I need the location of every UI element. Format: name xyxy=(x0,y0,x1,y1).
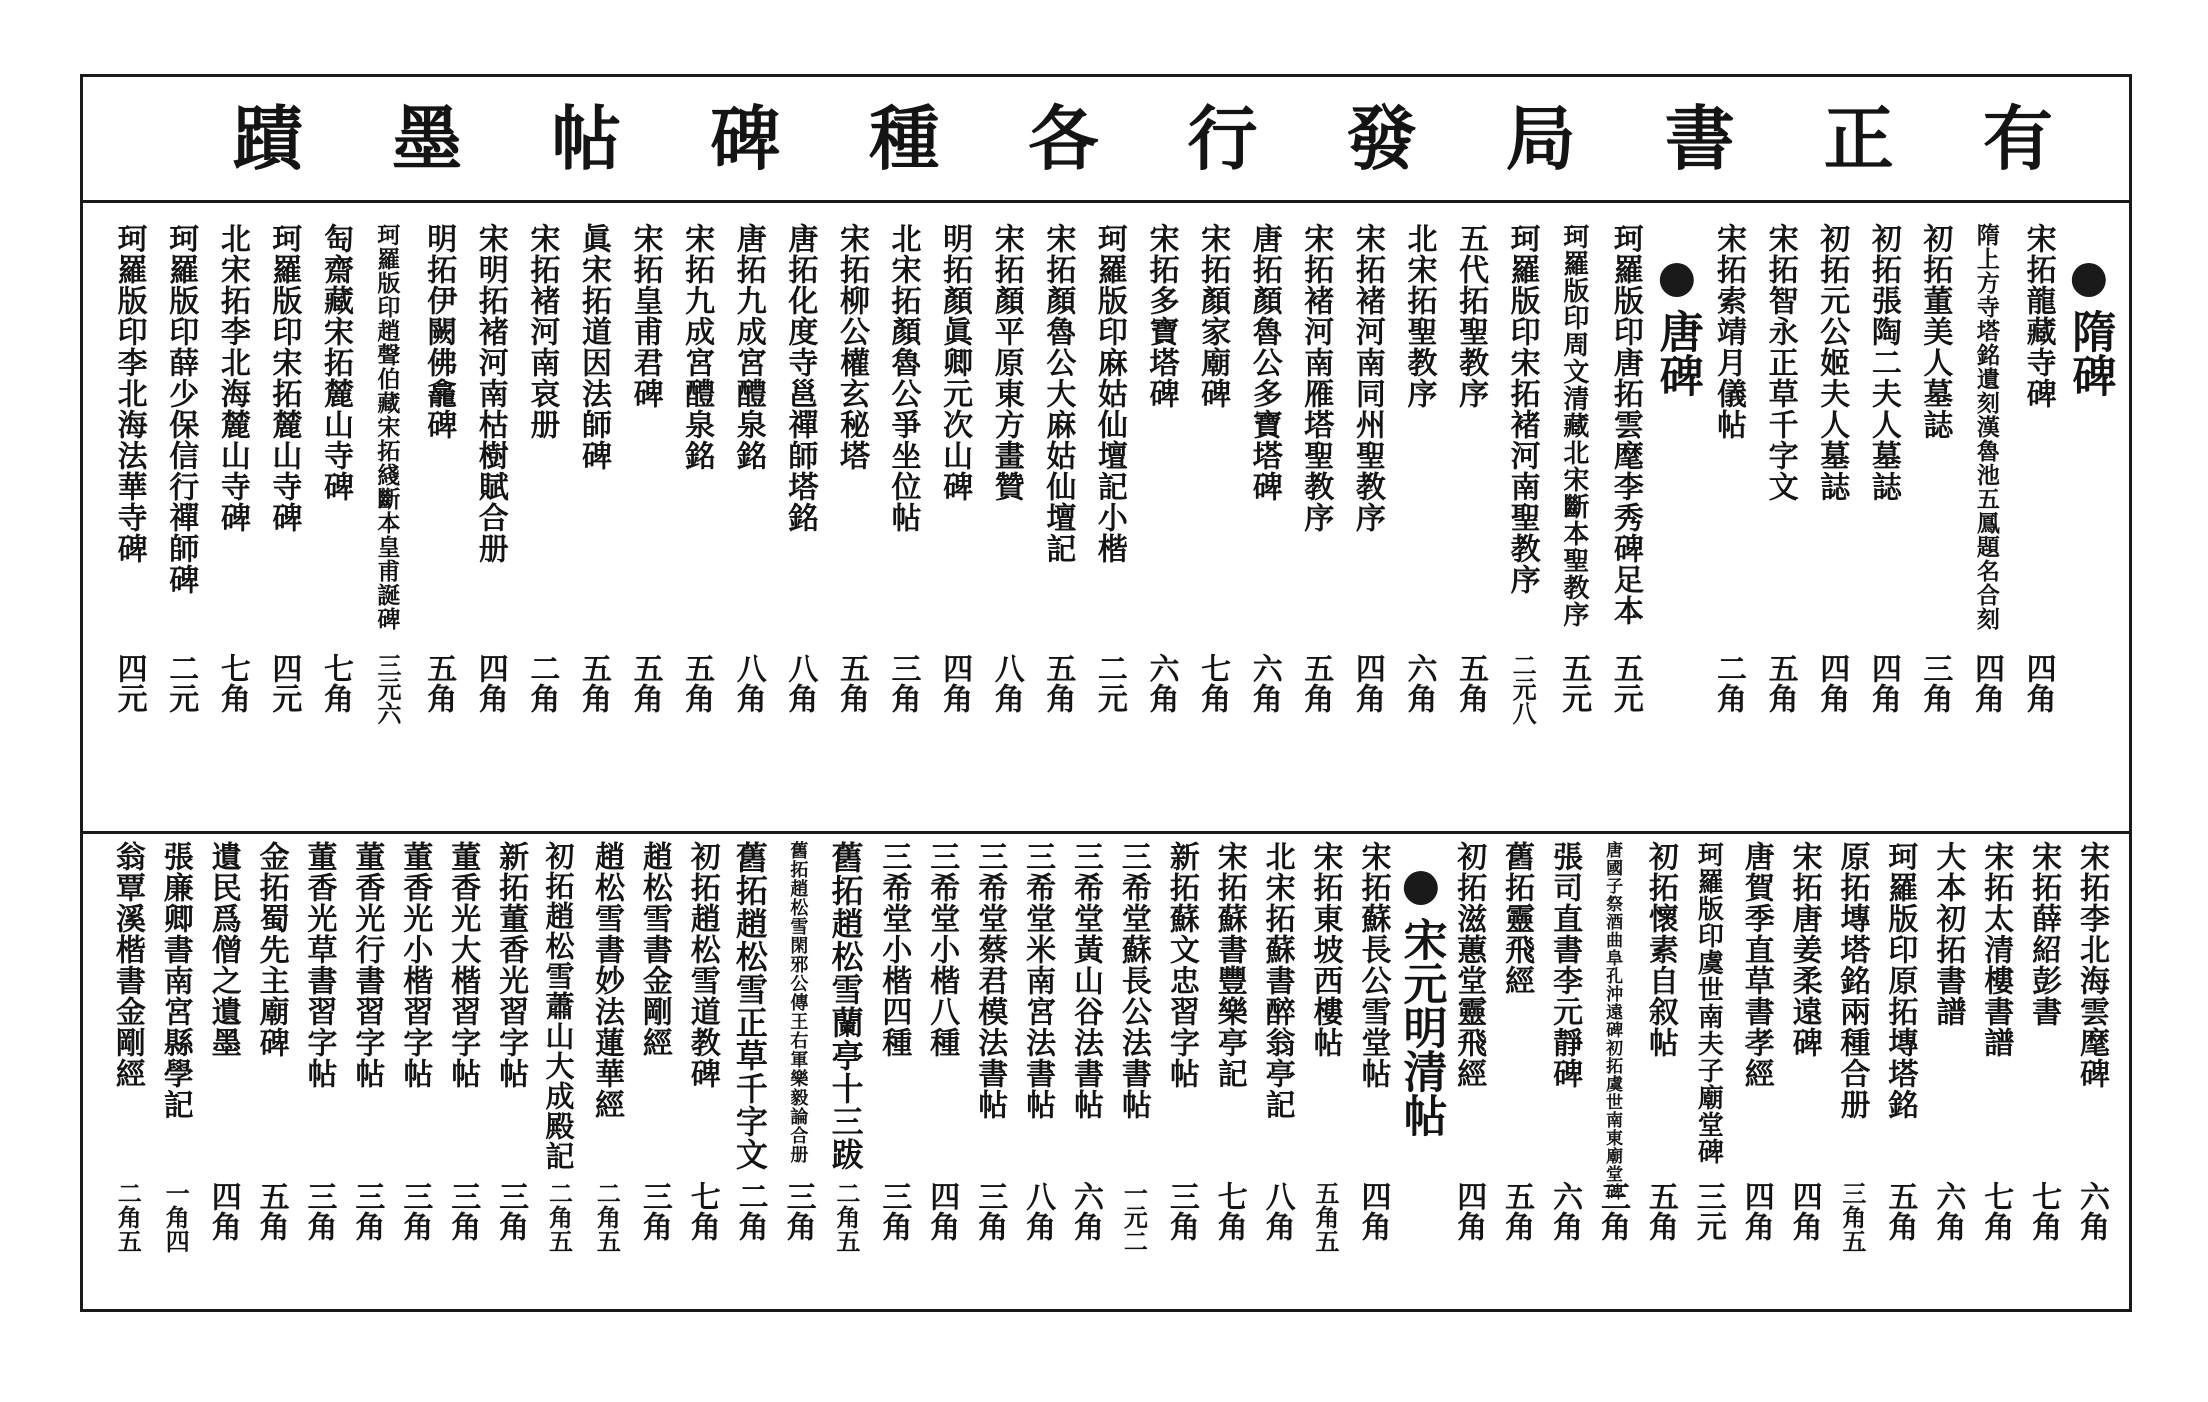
catalog-entry xyxy=(582,841,630,1301)
entry-price: 五角 xyxy=(1453,653,1489,713)
entry-name: 初拓董美人墓誌 xyxy=(1917,223,1953,440)
catalog-entry xyxy=(965,841,1013,1301)
title-character: 正 xyxy=(1823,97,1894,180)
catalog-entry xyxy=(1923,841,1971,1301)
entry-price: 三角 xyxy=(301,1181,337,1241)
entry-price: 四角 xyxy=(937,653,973,713)
catalog-entry xyxy=(295,841,343,1301)
entry-price: 五角 xyxy=(679,653,715,713)
entry-name: 三希堂小楷八種 xyxy=(924,841,960,1058)
section-heading xyxy=(1395,871,1447,1137)
entry-price: 三角 xyxy=(636,1181,672,1241)
title-character: 有 xyxy=(1982,97,2053,180)
entry-price: 四角 xyxy=(1355,1181,1391,1241)
entry-name: 珂羅版印李北海法華寺碑 xyxy=(111,223,147,564)
catalog-entry xyxy=(309,223,361,823)
entry-price: 八角 xyxy=(782,653,818,713)
entry-price: 六角 xyxy=(1930,1181,1966,1241)
entry-name: 初拓趙松雪蕭山大成殿記 xyxy=(541,841,576,1171)
entry-name: 三希堂黃山谷法書帖 xyxy=(1068,841,1104,1120)
entry-name: 北宋拓聖教序 xyxy=(1401,223,1437,409)
entry-name: 遺民爲僧之遺墨 xyxy=(205,841,241,1058)
title-character: 種 xyxy=(869,97,940,180)
entry-name: 唐拓顏魯公多寶塔碑 xyxy=(1246,223,1282,502)
catalog-entry xyxy=(1588,841,1636,1301)
entry-name: 宋拓皇甫君碑 xyxy=(627,223,663,409)
entry-name: 唐國子祭酒曲阜孔沖遠碑初拓虞世南東廟堂碑 xyxy=(1602,841,1623,1201)
entry-price: 三元 xyxy=(1690,1181,1726,1241)
section-title: 唐碑 xyxy=(1651,309,1703,397)
catalog-entry xyxy=(1971,841,2019,1301)
entry-name: 珂羅版印薛少保信行禪師碑 xyxy=(163,223,199,595)
catalog-entry xyxy=(412,223,464,823)
entry-name: 三希堂小楷四種 xyxy=(876,841,912,1058)
catalog-entry xyxy=(1238,223,1290,823)
catalog-entry xyxy=(928,223,980,823)
entry-price: 八角 xyxy=(1259,1181,1295,1241)
entry-name: 三希堂蘇長公法書帖 xyxy=(1115,841,1151,1120)
catalog-entry xyxy=(1960,223,2012,823)
entry-price: 三角 xyxy=(780,1181,816,1241)
entry-price: 五角 xyxy=(1499,1181,1535,1241)
section-header xyxy=(1651,223,1703,823)
entry-name: 宋拓索靖月儀帖 xyxy=(1711,223,1747,440)
catalog-entry xyxy=(1636,841,1684,1301)
entry-name: 宋拓蘇長公雪堂帖 xyxy=(1355,841,1391,1089)
entry-price: 二角 xyxy=(1711,653,1747,713)
entry-price: 五角 xyxy=(1040,653,1076,713)
catalog-entry xyxy=(2012,223,2064,823)
panel-divider xyxy=(83,831,2129,834)
catalog-entry xyxy=(567,223,619,823)
entry-price: 六角 xyxy=(1246,653,1282,713)
entry-price: 八角 xyxy=(1020,1181,1056,1241)
catalog-entry xyxy=(722,223,774,823)
bullet-icon xyxy=(2072,263,2106,297)
catalog-entry xyxy=(151,841,199,1301)
entry-price: 三角 xyxy=(397,1181,433,1241)
entry-name: 唐賀季直草書孝經 xyxy=(1738,841,1774,1089)
entry-name: 珂羅版印宋拓褚河南聖教序 xyxy=(1504,223,1540,595)
catalog-entry xyxy=(1828,841,1876,1301)
entry-price: 三角 xyxy=(876,1181,912,1241)
title-character: 蹟 xyxy=(233,97,303,180)
entry-price: 六角 xyxy=(1068,1181,1104,1241)
entry-name: 宋拓太清樓書譜 xyxy=(1978,841,2014,1058)
section-title: 隋碑 xyxy=(2064,309,2116,397)
entry-price: 六角 xyxy=(1401,653,1437,713)
catalog-entry xyxy=(247,841,295,1301)
entry-name: 五代拓聖教序 xyxy=(1453,223,1489,409)
entry-name: 北宋拓李北海麓山寺碑 xyxy=(214,223,250,533)
entry-name: 宋拓龍藏寺碑 xyxy=(2020,223,2056,409)
entry-price: 五元 xyxy=(1556,653,1592,713)
title-character: 帖 xyxy=(551,97,622,180)
entry-name: 宋拓顏平原東方畫贊 xyxy=(988,223,1024,502)
catalog-entry xyxy=(1540,841,1588,1301)
entry-price: 七角 xyxy=(318,653,354,713)
catalog-entry xyxy=(1492,841,1540,1301)
catalog-entry xyxy=(534,841,582,1301)
entry-name: 初拓元公姬夫人墓誌 xyxy=(1814,223,1850,502)
entry-name: 珂羅版印周文清藏北宋斷本聖教序 xyxy=(1558,223,1589,628)
entry-name: 翁覃溪楷書金剛經 xyxy=(109,841,145,1089)
entry-name: 董香光草書習字帖 xyxy=(301,841,337,1089)
catalog-entry xyxy=(2067,841,2115,1301)
catalog-entry xyxy=(1135,223,1187,823)
entry-name: 珂羅版印唐拓雲麾李秀碑足本 xyxy=(1607,223,1643,626)
entry-price: 二角五 xyxy=(592,1181,622,1253)
entry-name: 張司直書李元靜碑 xyxy=(1547,841,1583,1089)
catalog-entry xyxy=(1444,223,1496,823)
catalog-entry xyxy=(464,223,516,823)
entry-price: 四角 xyxy=(205,1181,241,1241)
entry-price: 六角 xyxy=(1143,653,1179,713)
entry-price: 三元六 xyxy=(373,653,403,725)
entry-price: 五角 xyxy=(1882,1181,1918,1241)
title-character: 局 xyxy=(1505,97,1576,180)
catalog-entry xyxy=(877,223,929,823)
entry-name: 宋明拓褚河南枯樹賦合册 xyxy=(472,223,508,564)
entry-price: 四角 xyxy=(924,1181,960,1241)
entry-name: 趙松雪書金剛經 xyxy=(636,841,672,1058)
entry-price: 四角 xyxy=(1969,653,2005,713)
entry-name: 珂羅版印原拓塼塔銘 xyxy=(1882,841,1918,1120)
catalog-entry xyxy=(1702,223,1754,823)
entry-name: 初拓懷素自叙帖 xyxy=(1642,841,1678,1058)
catalog-frame xyxy=(80,74,2132,1312)
entry-price: 五角 xyxy=(833,653,869,713)
catalog-entry xyxy=(1444,841,1492,1301)
entry-price: 七角 xyxy=(1211,1181,1247,1241)
entry-price: 二元 xyxy=(163,653,199,713)
catalog-entry xyxy=(1013,841,1061,1301)
entry-name: 明拓伊闕佛龕碑 xyxy=(421,223,457,440)
entry-name: 宋拓蘇書豐樂亭記 xyxy=(1211,841,1247,1089)
entry-name: 董香光行書習字帖 xyxy=(349,841,385,1089)
entry-name: 金拓蜀先主廟碑 xyxy=(253,841,289,1058)
entry-name: 宋拓顏魯公大麻姑仙壇記 xyxy=(1040,223,1076,564)
entry-price: 五角 xyxy=(575,653,611,713)
catalog-entry xyxy=(438,841,486,1301)
catalog-entry xyxy=(1205,841,1253,1301)
entry-price: 三角 xyxy=(493,1181,529,1241)
entry-price: 七角 xyxy=(2026,1181,2062,1241)
entry-price: 五角 xyxy=(421,653,457,713)
entry-price: 四角 xyxy=(2020,653,2056,713)
entry-price: 一元二 xyxy=(1119,1181,1149,1253)
entry-price: 五角 xyxy=(253,1181,289,1241)
section-heading xyxy=(1651,263,1703,397)
catalog-entry xyxy=(917,841,965,1301)
entry-name: 三希堂米南宮法書帖 xyxy=(1020,841,1056,1120)
catalog-entry xyxy=(980,223,1032,823)
entry-price: 四角 xyxy=(1814,653,1850,713)
entry-price: 七角 xyxy=(214,653,250,713)
entry-price: 二角 xyxy=(732,1181,768,1241)
catalog-entry xyxy=(1157,841,1205,1301)
entry-name: 宋拓九成宮醴泉銘 xyxy=(679,223,715,471)
entry-price: 六角 xyxy=(2074,1181,2110,1241)
catalog-entry xyxy=(774,841,822,1301)
entry-price: 二元 xyxy=(1091,653,1127,713)
catalog-entry xyxy=(1684,841,1732,1301)
entry-name: 董香光小楷習字帖 xyxy=(397,841,433,1089)
entry-name: 舊拓趙松雪蘭亭十三跋 xyxy=(826,841,865,1171)
catalog-entry xyxy=(1547,223,1599,823)
catalog-entry xyxy=(1496,223,1548,823)
entry-price: 五元 xyxy=(1607,653,1643,713)
entry-price: 五角 xyxy=(1762,653,1798,713)
entry-price: 四角 xyxy=(1349,653,1385,713)
catalog-entry xyxy=(630,841,678,1301)
catalog-entry xyxy=(1061,841,1109,1301)
bullet-icon xyxy=(1403,871,1437,905)
entry-name: 珂羅版印虞世南夫子廟堂碑 xyxy=(1693,841,1724,1165)
entry-price: 二角五 xyxy=(831,1181,861,1253)
catalog-entry xyxy=(825,223,877,823)
catalog-entry xyxy=(103,841,151,1301)
catalog-entry xyxy=(486,841,534,1301)
catalog-entry xyxy=(1290,223,1342,823)
section-title: 宋元明清帖 xyxy=(1395,917,1447,1137)
entry-name: 北宋拓蘇書醉翁亭記 xyxy=(1259,841,1295,1120)
catalog-entry xyxy=(1083,223,1135,823)
entry-price: 二角五 xyxy=(544,1181,574,1253)
catalog-entry xyxy=(869,841,917,1301)
catalog-entry xyxy=(154,223,206,823)
entry-price: 七角 xyxy=(684,1181,720,1241)
catalog-entry xyxy=(258,223,310,823)
catalog-entry xyxy=(1109,841,1157,1301)
entry-name: 珂羅版印趙聲伯藏宋拓綫斷本皇甫誕碑 xyxy=(373,223,401,631)
entry-price: 二角五 xyxy=(113,1181,143,1253)
entry-price: 三角 xyxy=(1917,653,1953,713)
catalog-entry xyxy=(390,841,438,1301)
entry-price: 二角 xyxy=(524,653,560,713)
catalog-entry xyxy=(206,223,258,823)
entry-name: 舊拓趙松雪正草千字文 xyxy=(730,841,769,1171)
title-character: 發 xyxy=(1346,97,1417,180)
catalog-entry xyxy=(822,841,870,1301)
title-character: 書 xyxy=(1664,97,1735,180)
catalog-entry xyxy=(199,841,247,1301)
catalog-entry xyxy=(1393,223,1445,823)
catalog-entry xyxy=(678,841,726,1301)
entry-name: 北宋拓顏魯公爭坐位帖 xyxy=(885,223,921,533)
entry-price: 七角 xyxy=(1978,1181,2014,1241)
entry-price: 五角 xyxy=(627,653,663,713)
entry-price: 三角 xyxy=(885,653,921,713)
catalog-entry xyxy=(774,223,826,823)
catalog-entry xyxy=(1732,841,1780,1301)
entry-price: 三角五 xyxy=(1837,1181,1867,1253)
entry-name: 宋拓李北海雲麾碑 xyxy=(2074,841,2110,1089)
catalog-entry xyxy=(516,223,568,823)
entry-price: 八角 xyxy=(988,653,1024,713)
entry-name: 唐拓九成宮醴泉銘 xyxy=(730,223,766,471)
section-header xyxy=(1395,841,1447,1301)
entry-name: 原拓塼塔銘兩種合册 xyxy=(1834,841,1870,1120)
catalog-entry xyxy=(726,841,774,1301)
top-listing-panel xyxy=(103,223,2115,823)
bullet-icon xyxy=(1659,263,1693,297)
entry-name: 宋拓褚河南雁塔聖教序 xyxy=(1298,223,1334,533)
entry-name: 舊拓趙松雪閑邪公傳王右軍樂毅論合册 xyxy=(787,841,809,1164)
catalog-entry xyxy=(2019,841,2067,1301)
entry-name: 唐拓化度寺邕禪師塔銘 xyxy=(782,223,818,533)
title-box xyxy=(83,77,2129,203)
entry-price: 五角 xyxy=(1298,653,1334,713)
entry-name: 宋拓多寶塔碑 xyxy=(1143,223,1179,409)
entry-name: 宋拓柳公權玄秘塔 xyxy=(833,223,869,471)
entry-name: 大本初拓書譜 xyxy=(1930,841,1966,1027)
catalog-entry xyxy=(361,223,413,823)
entry-name: 珂羅版印麻姑仙壇記小楷 xyxy=(1091,223,1127,564)
entry-price: 三角 xyxy=(349,1181,385,1241)
catalog-entry xyxy=(1857,223,1909,823)
catalog-entry xyxy=(1875,841,1923,1301)
entry-name: 舊拓靈飛經 xyxy=(1499,841,1535,996)
bottom-listing-panel xyxy=(103,841,2115,1301)
catalog-entry xyxy=(1186,223,1238,823)
entry-price: 四角 xyxy=(1865,653,1901,713)
entry-name: 宋拓褚河南哀册 xyxy=(524,223,560,440)
title-character: 碑 xyxy=(710,97,781,180)
entry-price: 三角 xyxy=(972,1181,1008,1241)
entry-name: 宋拓褚河南同州聖教序 xyxy=(1349,223,1385,533)
entry-price: 二元八 xyxy=(1508,653,1538,725)
entry-name: 初拓趙松雪道教碑 xyxy=(684,841,720,1089)
entry-price: 六角 xyxy=(1547,1181,1583,1241)
catalog-entry xyxy=(1805,223,1857,823)
entry-name: 三希堂蔡君模法書帖 xyxy=(972,841,1008,1120)
entry-price: 四元 xyxy=(111,653,147,713)
catalog-entry xyxy=(1341,223,1393,823)
entry-price: 七角 xyxy=(1195,653,1231,713)
title-character: 行 xyxy=(1187,97,1258,180)
catalog-entry xyxy=(1253,841,1301,1301)
catalog-entry xyxy=(1349,841,1397,1301)
entry-name: 新拓蘇文忠習字帖 xyxy=(1163,841,1199,1089)
catalog-entry xyxy=(619,223,671,823)
catalog-entry xyxy=(1301,841,1349,1301)
entry-name: 宋拓顏家廟碑 xyxy=(1195,223,1231,409)
catalog-entry xyxy=(670,223,722,823)
entry-price: 四角 xyxy=(472,653,508,713)
entry-name: 珂羅版印宋拓麓山寺碑 xyxy=(266,223,302,533)
entry-name: 初拓滋蕙堂靈飛經 xyxy=(1451,841,1487,1089)
entry-name: 初拓張陶二夫人墓誌 xyxy=(1865,223,1901,502)
entry-price: 四角 xyxy=(1738,1181,1774,1241)
catalog-entry xyxy=(1754,223,1806,823)
entry-price: 三角 xyxy=(1163,1181,1199,1241)
entry-name: 隋上方寺塔銘遺刻漢魯池五鳳題名合刻 xyxy=(1972,223,2000,631)
section-header xyxy=(2063,223,2115,823)
title-character: 墨 xyxy=(392,97,463,180)
entry-price: 四角 xyxy=(1786,1181,1822,1241)
section-heading xyxy=(2064,263,2116,397)
entry-name: 董香光大楷習字帖 xyxy=(445,841,481,1089)
entry-price: 三角 xyxy=(1594,1181,1630,1241)
entry-price: 四角 xyxy=(1451,1181,1487,1241)
entry-name: 宋拓唐姜柔遠碑 xyxy=(1786,841,1822,1058)
entry-price: 一角四 xyxy=(161,1181,191,1253)
entry-price: 四元 xyxy=(266,653,302,713)
entry-name: 張廉卿書南宮縣學記 xyxy=(157,841,193,1120)
entry-name: 宋拓薛紹彭書 xyxy=(2026,841,2062,1027)
catalog-entry xyxy=(1599,223,1651,823)
entry-price: 五角五 xyxy=(1310,1181,1340,1253)
title-character: 各 xyxy=(1028,97,1099,180)
entry-name: 匋齋藏宋拓麓山寺碑 xyxy=(318,223,354,502)
catalog-entry xyxy=(342,841,390,1301)
entry-price: 三角 xyxy=(445,1181,481,1241)
entry-name: 眞宋拓道因法師碑 xyxy=(575,223,611,471)
entry-name: 新拓董香光習字帖 xyxy=(493,841,529,1089)
catalog-entry xyxy=(1780,841,1828,1301)
entry-price: 五角 xyxy=(1642,1181,1678,1241)
entry-name: 趙松雪書妙法蓮華經 xyxy=(588,841,624,1120)
entry-price: 八角 xyxy=(730,653,766,713)
entry-name: 明拓顏眞卿元次山碑 xyxy=(937,223,973,502)
catalog-entry xyxy=(1909,223,1961,823)
catalog-entry xyxy=(1032,223,1084,823)
entry-name: 宋拓東坡西樓帖 xyxy=(1307,841,1343,1058)
page-title xyxy=(233,93,2053,185)
catalog-entry xyxy=(103,223,155,823)
entry-name: 宋拓智永正草千字文 xyxy=(1762,223,1798,502)
